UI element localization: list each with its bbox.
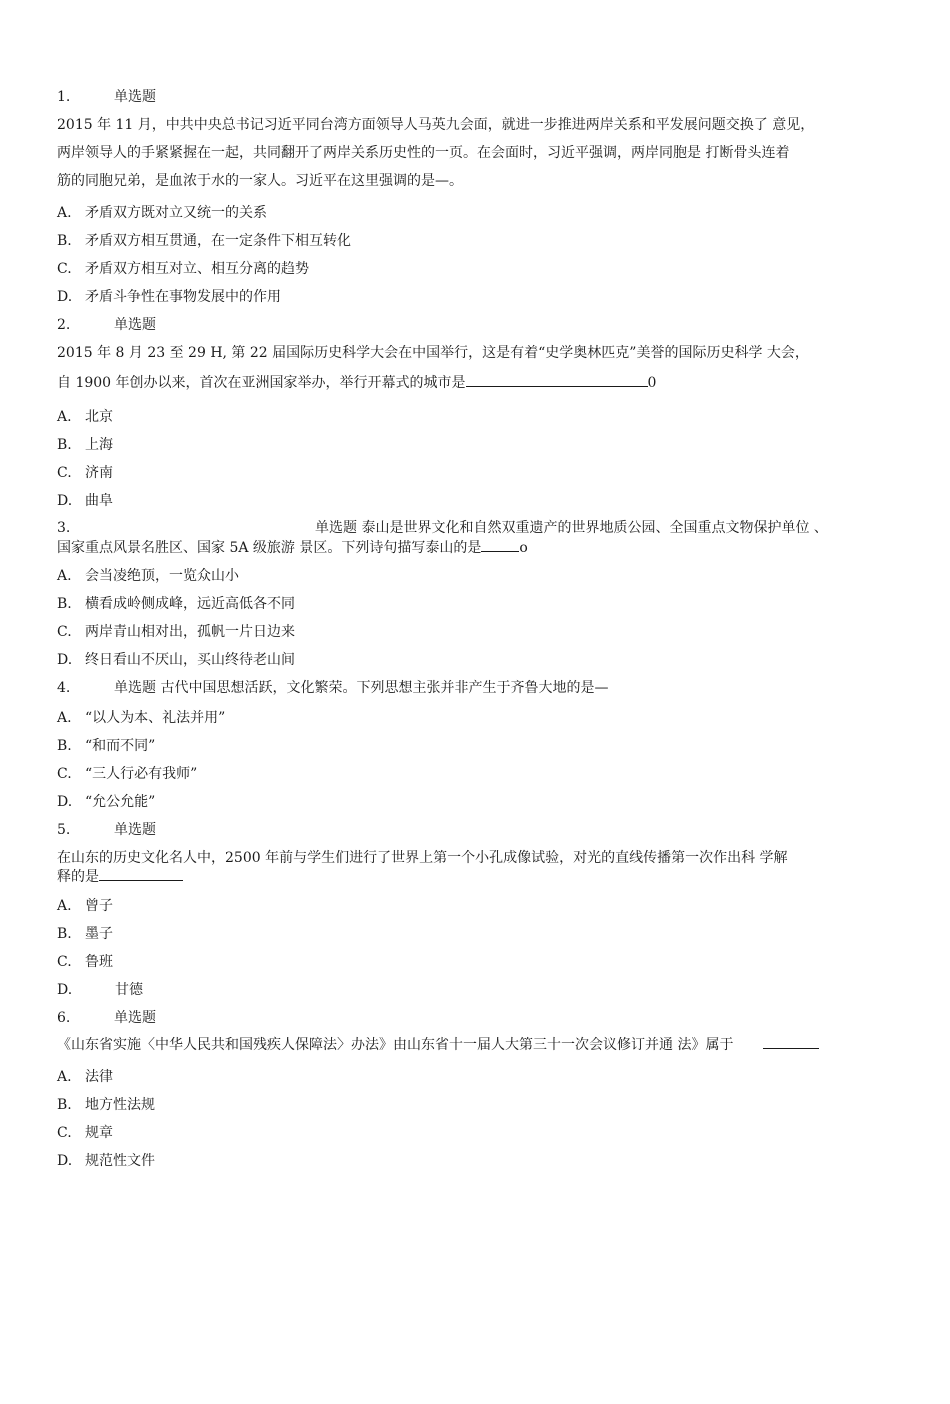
question-2-stem-line-1: 2015 年 8 月 23 至 29 H, 第 22 届国际历史科学大会在中国举行，这是有着“史学奥林匹克”美誉的国际历史科学 大会，: [57, 345, 809, 361]
question-2-option-d: D. 曲阜: [57, 493, 113, 509]
question-5-stem-line-2: 释的是: [57, 868, 183, 885]
question-5-stem-line-1: 在山东的历史文化名人中，2500 年前与学生们进行了世界上第一个小孔成像试验，对光的直线传播第一次作出科 学解: [57, 850, 788, 866]
question-4-header: [57, 680, 608, 696]
question-1-option-b: B. 矛盾双方相互贯通，在一定条件下相互转化: [57, 233, 351, 249]
question-3-stem-line-1: 泰山是世界文化和自然双重遗产的世界地质公园、全国重点文物保护单位 、: [361, 520, 828, 536]
question-5-option-c: C. 鲁班: [57, 954, 113, 970]
question-3-header: [57, 520, 828, 536]
question-type: 单选题: [315, 520, 357, 536]
question-5-option-b: B. 墨子: [57, 926, 113, 942]
question-5-option-a: A. 曾子: [57, 898, 113, 914]
answer-blank: [99, 868, 183, 881]
question-4-option-b: B. “和而不同”: [57, 738, 156, 754]
question-type: 单选题: [114, 89, 156, 105]
question-type: 单选题: [114, 317, 156, 333]
question-2-option-b: B. 上海: [57, 437, 113, 453]
question-1-stem-line-3: 筋的同胞兄弟，是血浓于水的一家人。习近平在这里强调的是—。: [57, 173, 463, 189]
question-3-option-a: A. 会当凌绝顶，一览众山小: [57, 568, 239, 584]
question-1-stem-line-2: 两岸领导人的手紧紧握在一起，共同翻开了两岸关系历史性的一页。在会面时，习近平强调，两岸同胞是 打断骨头连着: [57, 145, 790, 161]
question-3-stem-line-2: 国家重点风景名胜区、国家 5A 级旅游 景区。下列诗句描写泰山的是 o: [57, 540, 528, 556]
question-2-option-c: C. 济南: [57, 465, 113, 481]
answer-blank: [481, 539, 519, 552]
question-4-option-d: D. “允公允能”: [57, 794, 156, 810]
question-number: 1.: [57, 89, 71, 105]
question-1-header: [57, 89, 156, 105]
question-3-option-d: D. 终日看山不厌山，买山终待老山间: [57, 652, 295, 668]
question-4-stem-line-1: 古代中国思想活跃，文化繁荣。下列思想主张并非产生于齐鲁大地的是—: [160, 680, 609, 696]
question-type: 单选题: [114, 680, 156, 696]
question-type: 单选题: [114, 1010, 156, 1026]
question-2-stem-line-2: 自 1900 年创办以来，首次在亚洲国家举办，举行开幕式的城市是 0: [57, 375, 657, 391]
question-number: 4.: [57, 680, 71, 696]
question-6-header: [57, 1010, 156, 1026]
question-number: 3.: [57, 520, 71, 536]
question-6-stem-line-1: 《山东省实施〈中华人民共和国残疾人保障法〉办法》由山东省十一届人大第三十一次会议修订并通 法》属于: [57, 1036, 819, 1053]
question-5-header: [57, 822, 156, 838]
question-6-option-c: C. 规章: [57, 1125, 113, 1141]
question-1-option-c: C. 矛盾双方相互对立、相互分离的趋势: [57, 261, 309, 277]
question-2-header: [57, 317, 156, 333]
question-3-option-c: C. 两岸青山相对出，孤帆一片日边来: [57, 624, 295, 640]
question-1-stem-line-1: 2015 年 11 月，中共中央总书记习近平同台湾方面领导人马英九会面，就进一步推进两岸关系和平发展问题交换了 意见，: [57, 117, 815, 133]
question-4-option-c: C. “三人行必有我师”: [57, 766, 198, 782]
question-number: 5.: [57, 822, 71, 838]
question-6-option-a: A. 法律: [57, 1069, 113, 1085]
question-4-option-a: A. “以人为本、礼法并用”: [57, 710, 226, 726]
answer-blank: [466, 374, 648, 387]
question-1-option-a: A. 矛盾双方既对立又统一的关系: [57, 205, 267, 221]
question-3-option-b: B. 横看成岭侧成峰，远近高低各不同: [57, 596, 295, 612]
answer-blank: [763, 1036, 819, 1049]
question-2-option-a: A. 北京: [57, 409, 113, 425]
question-6-option-b: B. 地方性法规: [57, 1097, 155, 1113]
question-1-option-d: D. 矛盾斗争性在事物发展中的作用: [57, 289, 281, 305]
question-number: 6.: [57, 1010, 71, 1026]
question-5-option-d: D. 甘德: [57, 982, 143, 998]
question-6-option-d: D. 规范性文件: [57, 1153, 155, 1169]
question-number: 2.: [57, 317, 71, 333]
question-type: 单选题: [114, 822, 156, 838]
